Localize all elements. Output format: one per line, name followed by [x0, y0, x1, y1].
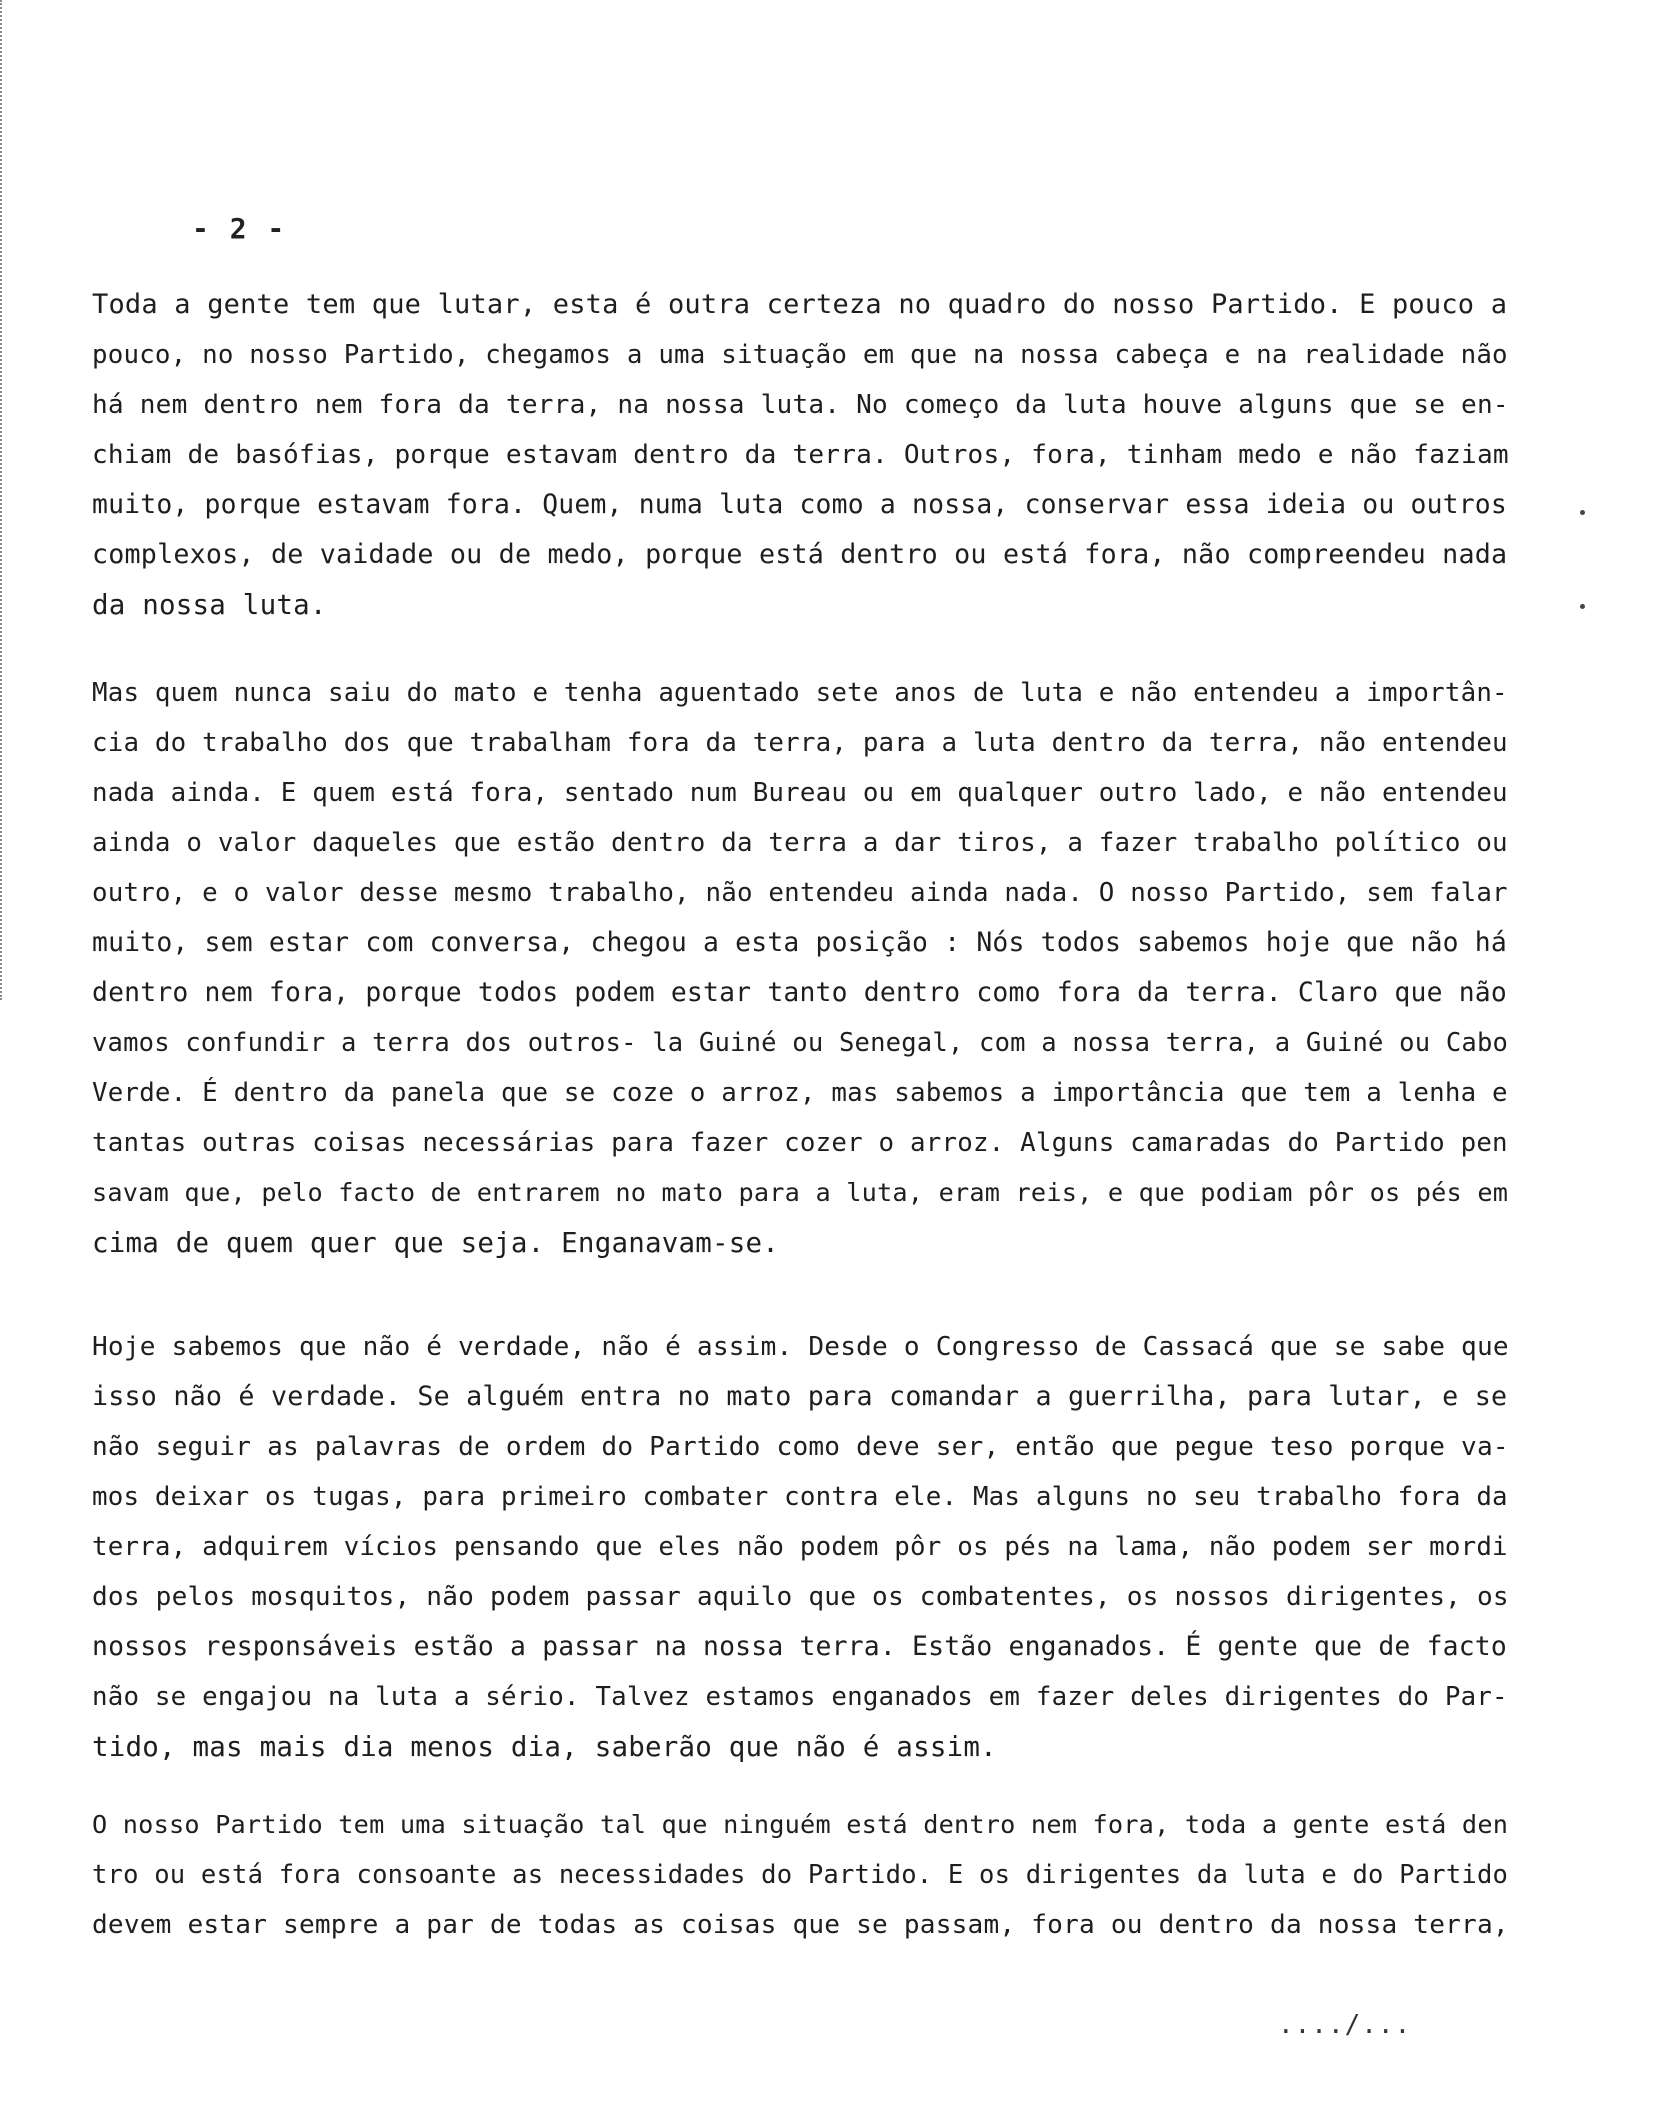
text-line: chiam de basófias, porque estavam dentro da terra. Outros, fora, tinham medo e não faziam	[92, 440, 1509, 470]
text-line: pouco, no nosso Partido, chegamos a uma situação em que na nossa cabeça e na realidade não	[92, 340, 1508, 370]
text-line: cima de quem quer que seja. Enganavam-se.	[92, 1227, 780, 1259]
text-line: devem estar sempre a par de todas as coisas que se passam, fora ou dentro da nossa terra,	[92, 1910, 1509, 1940]
text-line: tido, mas mais dia menos dia, saberão que não é assim.	[92, 1731, 997, 1763]
text-line: nossos responsáveis estão a passar na nossa terra. Estão enganados. É gente que de facto	[92, 1632, 1507, 1662]
text-line: Toda a gente tem que lutar, esta é outra certeza no quadro do nosso Partido. E pouco a	[92, 289, 1508, 320]
text-line: O nosso Partido tem uma situação tal que ninguém está dentro nem fora, toda a gente está den	[92, 1810, 1509, 1839]
text-line: não seguir as palavras de ordem do Partido como deve ser, então que pegue teso porque va-	[92, 1432, 1509, 1462]
text-line: da nossa luta.	[92, 589, 327, 621]
continuation-mark: ..../...	[1278, 2010, 1412, 2040]
text-line: vamos confundir a terra dos outros- la Guiné ou Senegal, com a nossa terra, a Guiné ou Cabo	[92, 1028, 1509, 1058]
text-line: não se engajou na luta a sério. Talvez estamos enganados em fazer deles dirigentes do Par-	[92, 1682, 1508, 1712]
text-line: terra, adquirem vícios pensando que eles não podem pôr os pés na lama, não podem ser mordi	[92, 1532, 1508, 1562]
scan-speck	[1580, 604, 1585, 609]
paragraph-4	[92, 1800, 1522, 1950]
text-line: cia do trabalho dos que trabalham fora da terra, para a luta dentro da terra, não entendeu	[92, 728, 1508, 758]
text-line: outro, e o valor desse mesmo trabalho, não entendeu ainda nada. O nosso Partido, sem falar	[92, 878, 1508, 908]
text-line: savam que, pelo facto de entrarem no mato para a luta, eram reis, e que podiam pôr os pés em	[92, 1178, 1509, 1207]
text-line: ainda o valor daqueles que estão dentro da terra a dar tiros, a fazer trabalho político ou	[92, 828, 1508, 858]
paragraph-1	[92, 280, 1522, 630]
text-line: tantas outras coisas necessárias para fazer cozer o arroz. Alguns camaradas do Partido pen	[92, 1128, 1508, 1158]
text-line: mos deixar os tugas, para primeiro combater contra ele. Mas alguns no seu trabalho fora da	[92, 1482, 1508, 1512]
scan-edge-mark	[0, 0, 4, 1000]
paragraph-2	[92, 668, 1522, 1268]
scan-speck	[1580, 510, 1585, 515]
text-line: há nem dentro nem fora da terra, na nossa luta. No começo da luta houve alguns que se en-	[92, 390, 1509, 420]
text-line: muito, porque estavam fora. Quem, numa luta como a nossa, conservar essa ideia ou outros	[92, 490, 1507, 520]
text-line: dentro nem fora, porque todos podem estar tanto dentro como fora da terra. Claro que não	[92, 978, 1507, 1008]
text-line: Mas quem nunca saiu do mato e tenha aguentado sete anos de luta e não entendeu a importân-	[92, 678, 1508, 708]
text-line: tro ou está fora consoante as necessidades do Partido. E os dirigentes da luta e do Partido	[92, 1860, 1509, 1890]
text-line: nada ainda. E quem está fora, sentado num Bureau ou em qualquer outro lado, e não entendeu	[92, 778, 1508, 808]
text-line: muito, sem estar com conversa, chegou a esta posição : Nós todos sabemos hoje que não há	[92, 928, 1507, 958]
text-line: complexos, de vaidade ou de medo, porque está dentro ou está fora, não compreendeu nada	[92, 539, 1508, 570]
page-number: - 2 -	[192, 212, 287, 245]
text-line: Hoje sabemos que não é verdade, não é assim. Desde o Congresso de Cassacá que se sabe que	[92, 1332, 1509, 1362]
text-line: dos pelos mosquitos, não podem passar aquilo que os combatentes, os nossos dirigentes, os	[92, 1582, 1509, 1612]
text-line: isso não é verdade. Se alguém entra no mato para comandar a guerrilha, para lutar, e se	[92, 1381, 1508, 1412]
text-line: Verde. É dentro da panela que se coze o arroz, mas sabemos a importância que tem a lenha e	[92, 1078, 1508, 1108]
paragraph-3	[92, 1322, 1522, 1772]
